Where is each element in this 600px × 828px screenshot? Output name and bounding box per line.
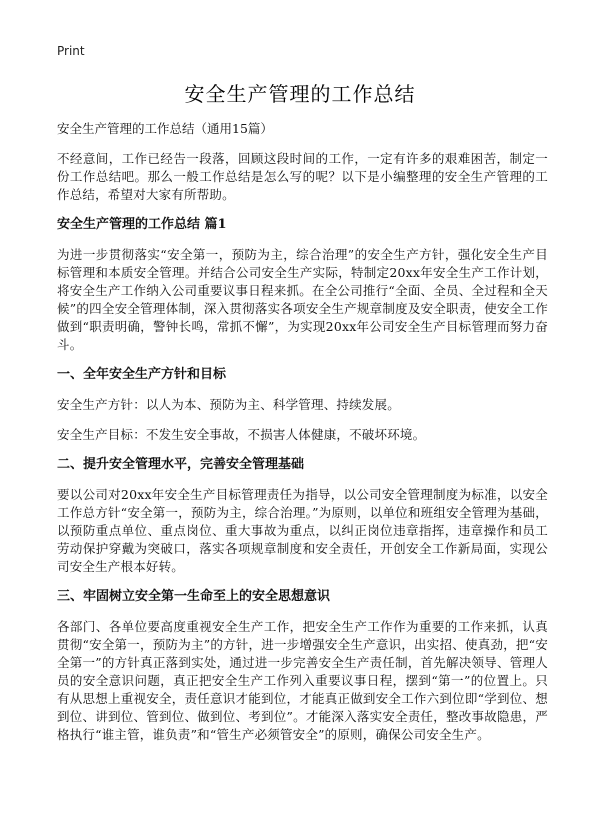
section-2-paragraph-1: 要以公司对20xx年安全生产目标管理责任为指导，以公司安全管理制度为标准，以安全工作总方针“安全第一，预防为主，综合治理。”为原则，以单位和班组安全管理为基础，以预防重点单位、重点岗位、重大事故为重点，以纠正岗位违章指挥，违章操作和员工劳动保护穿戴为突破口，落实各项规章制度和安全责任，开创安全工作新局面，实现公司安全生产根本好转。 <box>57 487 548 574</box>
page-title: 安全生产管理的工作总结 <box>184 82 416 106</box>
section-1-paragraph-1: 安全生产方针：以人为本、预防为主、科学管理、持续发展。 <box>57 397 400 412</box>
print-link[interactable]: Print <box>57 44 85 58</box>
section-heading-3: 三、牢固树立安全第一生命至上的安全思想意识 <box>57 589 331 604</box>
section-heading-2: 二、提升安全管理水平，完善安全管理基础 <box>57 457 305 472</box>
section-heading-1: 一、全年安全生产方针和目标 <box>57 367 227 382</box>
article-heading: 安全生产管理的工作总结 篇1 <box>57 217 227 232</box>
intro-paragraph: 不经意间，工作已经告一段落，回顾这段时间的工作，一定有许多的艰难困苦，制定一份工作总结吧。那么一般工作总结是怎么写的呢？以下是小编整理的安全生产管理的工作总结，希望对大家有所帮助。 <box>57 151 548 202</box>
article-intro-paragraph: 为进一步贯彻落实“安全第一，预防为主，综合治理”的安全生产方针，强化安全生产目标管理和本质安全管理。并结合公司安全生产实际，特制定20xx年安全生产工作计划，将安全生产工作纳入公司重要议事日程来抓。在全公司推行“全面、全员、全过程和全天候”的四全安全管理体制，深入贯彻落实各项安全生产规章制度及安全职责，使安全工作做到“职责明确，警钟长鸣，常抓不懈”，为实现20xx年公司安全生产目标管理而努力奋斗。 <box>57 247 548 352</box>
document-body <box>57 120 548 756</box>
section-1-paragraph-2: 安全生产目标：不发生安全事故，不损害人体健康，不破坏环境。 <box>57 427 426 442</box>
document-subtitle: 安全生产管理的工作总结（通用15篇） <box>57 121 273 136</box>
section-3-paragraph-1: 各部门、各单位要高度重视安全生产工作，把安全生产工作作为重要的工作来抓，认真贯彻“安全第一，预防为主”的方针，进一步增强安全生产意识，出实招、使真劲，把“安全第一”的方针真正落到实处，通过进一步完善安全生产责任制，首先解决领导、管理人员的安全意识问题，真正把安全生产工作列入重要议事日程，摆到“第一”的位置上。只有从思想上重视安全，责任意识才能到位，才能真正做到安全工作六到位即“学到位、想到位、讲到位、管到位、做到位、考到位”。才能深入落实安全责任，整改事故隐患，严格执行“谁主管，谁负责”和“管生产必须管安全”的原则，确保公司安全生产。 <box>57 619 548 742</box>
